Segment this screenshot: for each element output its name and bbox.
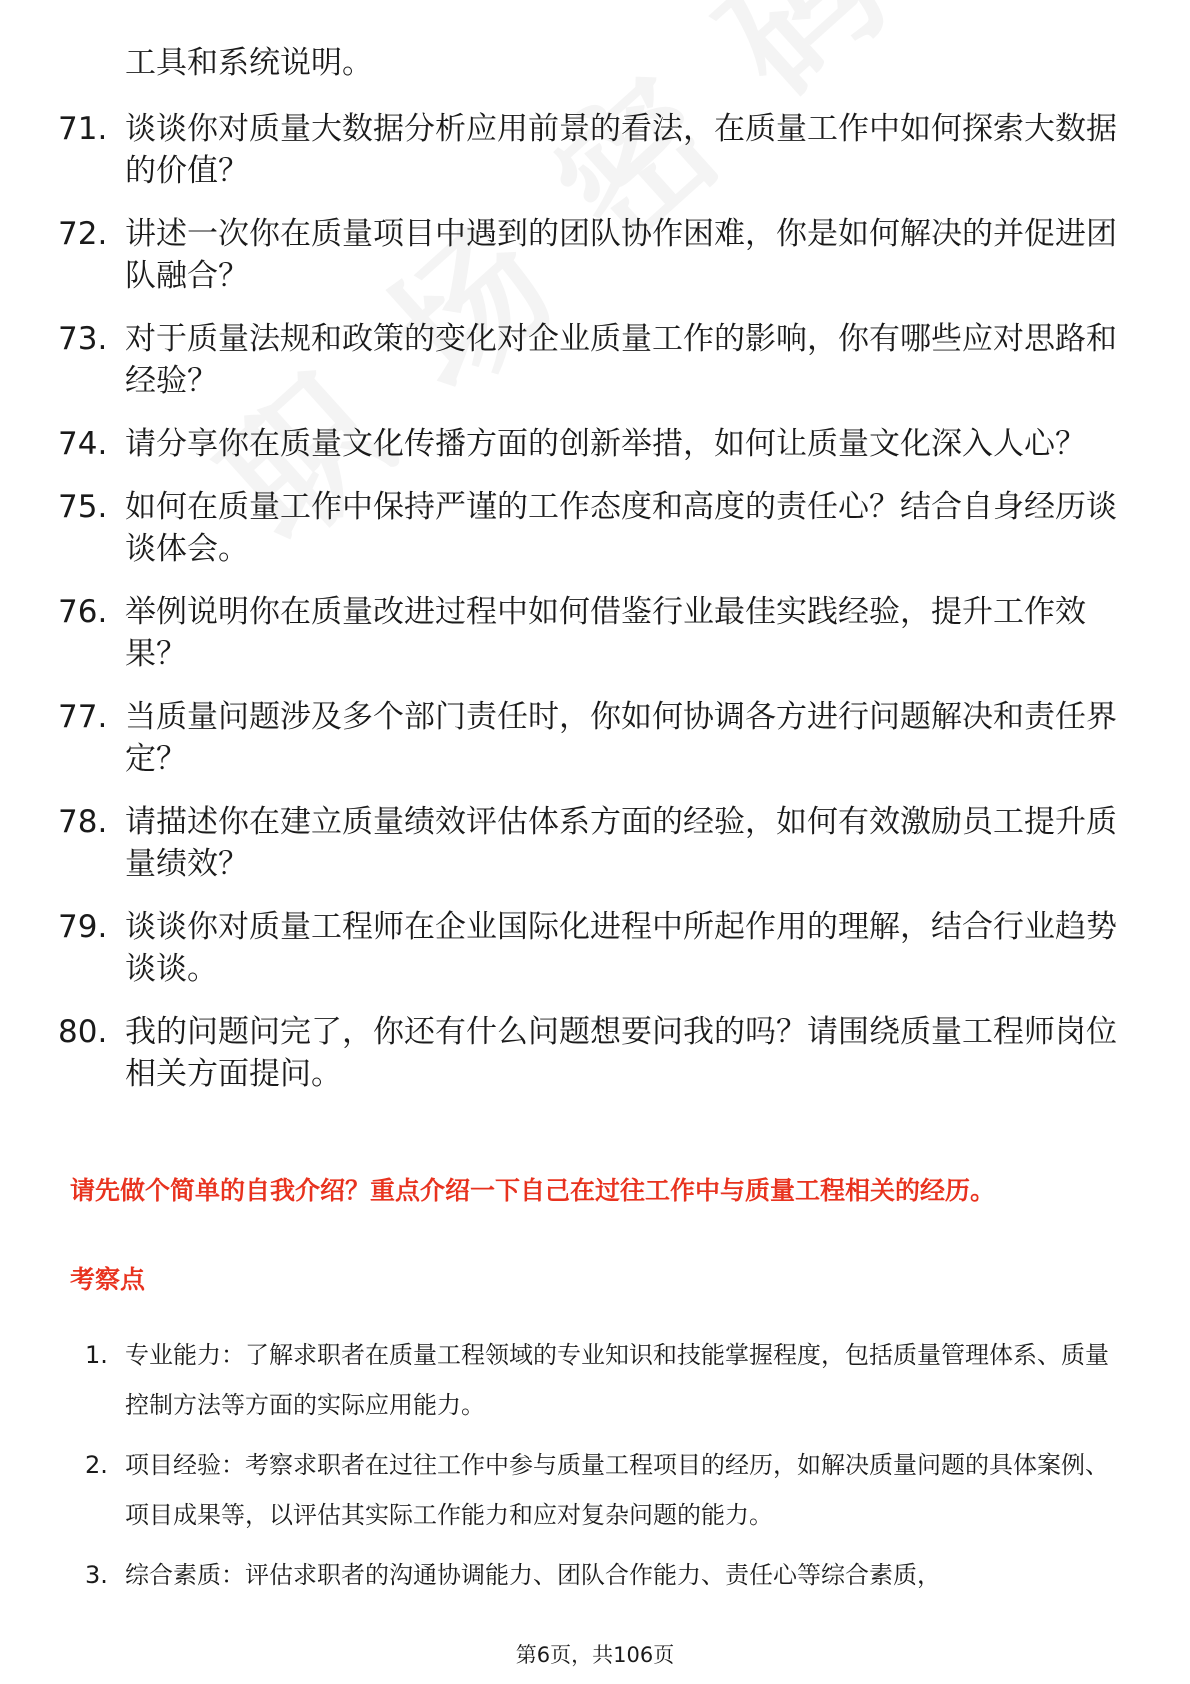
point-number: 1.: [85, 1341, 108, 1369]
continued-text: 工具和系统说明。: [125, 45, 373, 81]
question-text: 我的问题问完了，你还有什么问题想要问我的吗？请围绕质量工程师岗位相关方面提问。: [125, 1014, 1117, 1092]
question-text: 对于质量法规和政策的变化对企业质量工作的影响，你有哪些应对思路和经验？: [125, 321, 1117, 399]
question-item: [58, 213, 1138, 297]
question-text: 谈谈你对质量大数据分析应用前景的看法，在质量工作中如何探索大数据的价值？: [125, 111, 1117, 189]
question-item: [58, 1011, 1138, 1095]
question-number: 72.: [58, 216, 108, 252]
question-number: 71.: [58, 111, 108, 147]
point-number: 3.: [85, 1561, 108, 1589]
question-number: 73.: [58, 321, 108, 357]
question-item: [58, 591, 1138, 675]
question-list: [58, 108, 1138, 1116]
question-number: 78.: [58, 804, 108, 840]
point-text: 专业能力：了解求职者在质量工程领域的专业知识和技能掌握程度，包括质量管理体系、质量控制方法等方面的实际应用能力。: [125, 1341, 1109, 1419]
point-number: 2.: [85, 1451, 108, 1479]
question-item: [58, 486, 1138, 570]
question-item: [58, 906, 1138, 990]
question-text: 当质量问题涉及多个部门责任时，你如何协调各方进行问题解决和责任界定？: [125, 699, 1117, 777]
question-heading: 请先做个简单的自我介绍？重点介绍一下自己在过往工作中与质量工程相关的经历。: [70, 1176, 996, 1205]
question-item: [58, 801, 1138, 885]
evaluation-point: [85, 1330, 1130, 1430]
question-item: [58, 318, 1138, 402]
question-number: 74.: [58, 426, 108, 462]
question-text: 请描述你在建立质量绩效评估体系方面的经验，如何有效激励员工提升质量绩效？: [125, 804, 1117, 882]
question-text: 如何在质量工作中保持严谨的工作态度和高度的责任心？结合自身经历谈谈体会。: [125, 489, 1117, 567]
question-text: 请分享你在质量文化传播方面的创新举措，如何让质量文化深入人心？: [125, 426, 1086, 462]
question-text: 举例说明你在质量改进过程中如何借鉴行业最佳实践经验，提升工作效果？: [125, 594, 1086, 672]
point-text: 项目经验：考察求职者在过往工作中参与质量工程项目的经历，如解决质量问题的具体案例、项目成果等，以评估其实际工作能力和应对复杂问题的能力。: [125, 1451, 1109, 1529]
evaluation-point: [85, 1440, 1130, 1540]
question-item: [58, 696, 1138, 780]
question-number: 79.: [58, 909, 108, 945]
question-number: 75.: [58, 489, 108, 525]
question-number: 77.: [58, 699, 108, 735]
evaluation-point: [85, 1550, 1130, 1600]
question-text: 谈谈你对质量工程师在企业国际化进程中所起作用的理解，结合行业趋势谈谈。: [125, 909, 1117, 987]
point-text: 综合素质：评估求职者的沟通协调能力、团队合作能力、责任心等综合素质，: [125, 1561, 941, 1589]
section-label-evaluation-points: 考察点: [70, 1265, 146, 1294]
question-item: [58, 108, 1138, 192]
page-number-footer: 第6页，共106页: [515, 1643, 675, 1667]
question-item: [58, 423, 1138, 465]
evaluation-points-list: [85, 1330, 1130, 1610]
question-number: 80.: [58, 1014, 108, 1050]
question-text: 讲述一次你在质量项目中遇到的团队协作困难，你是如何解决的并促进团队融合？: [125, 216, 1117, 294]
question-number: 76.: [58, 594, 108, 630]
